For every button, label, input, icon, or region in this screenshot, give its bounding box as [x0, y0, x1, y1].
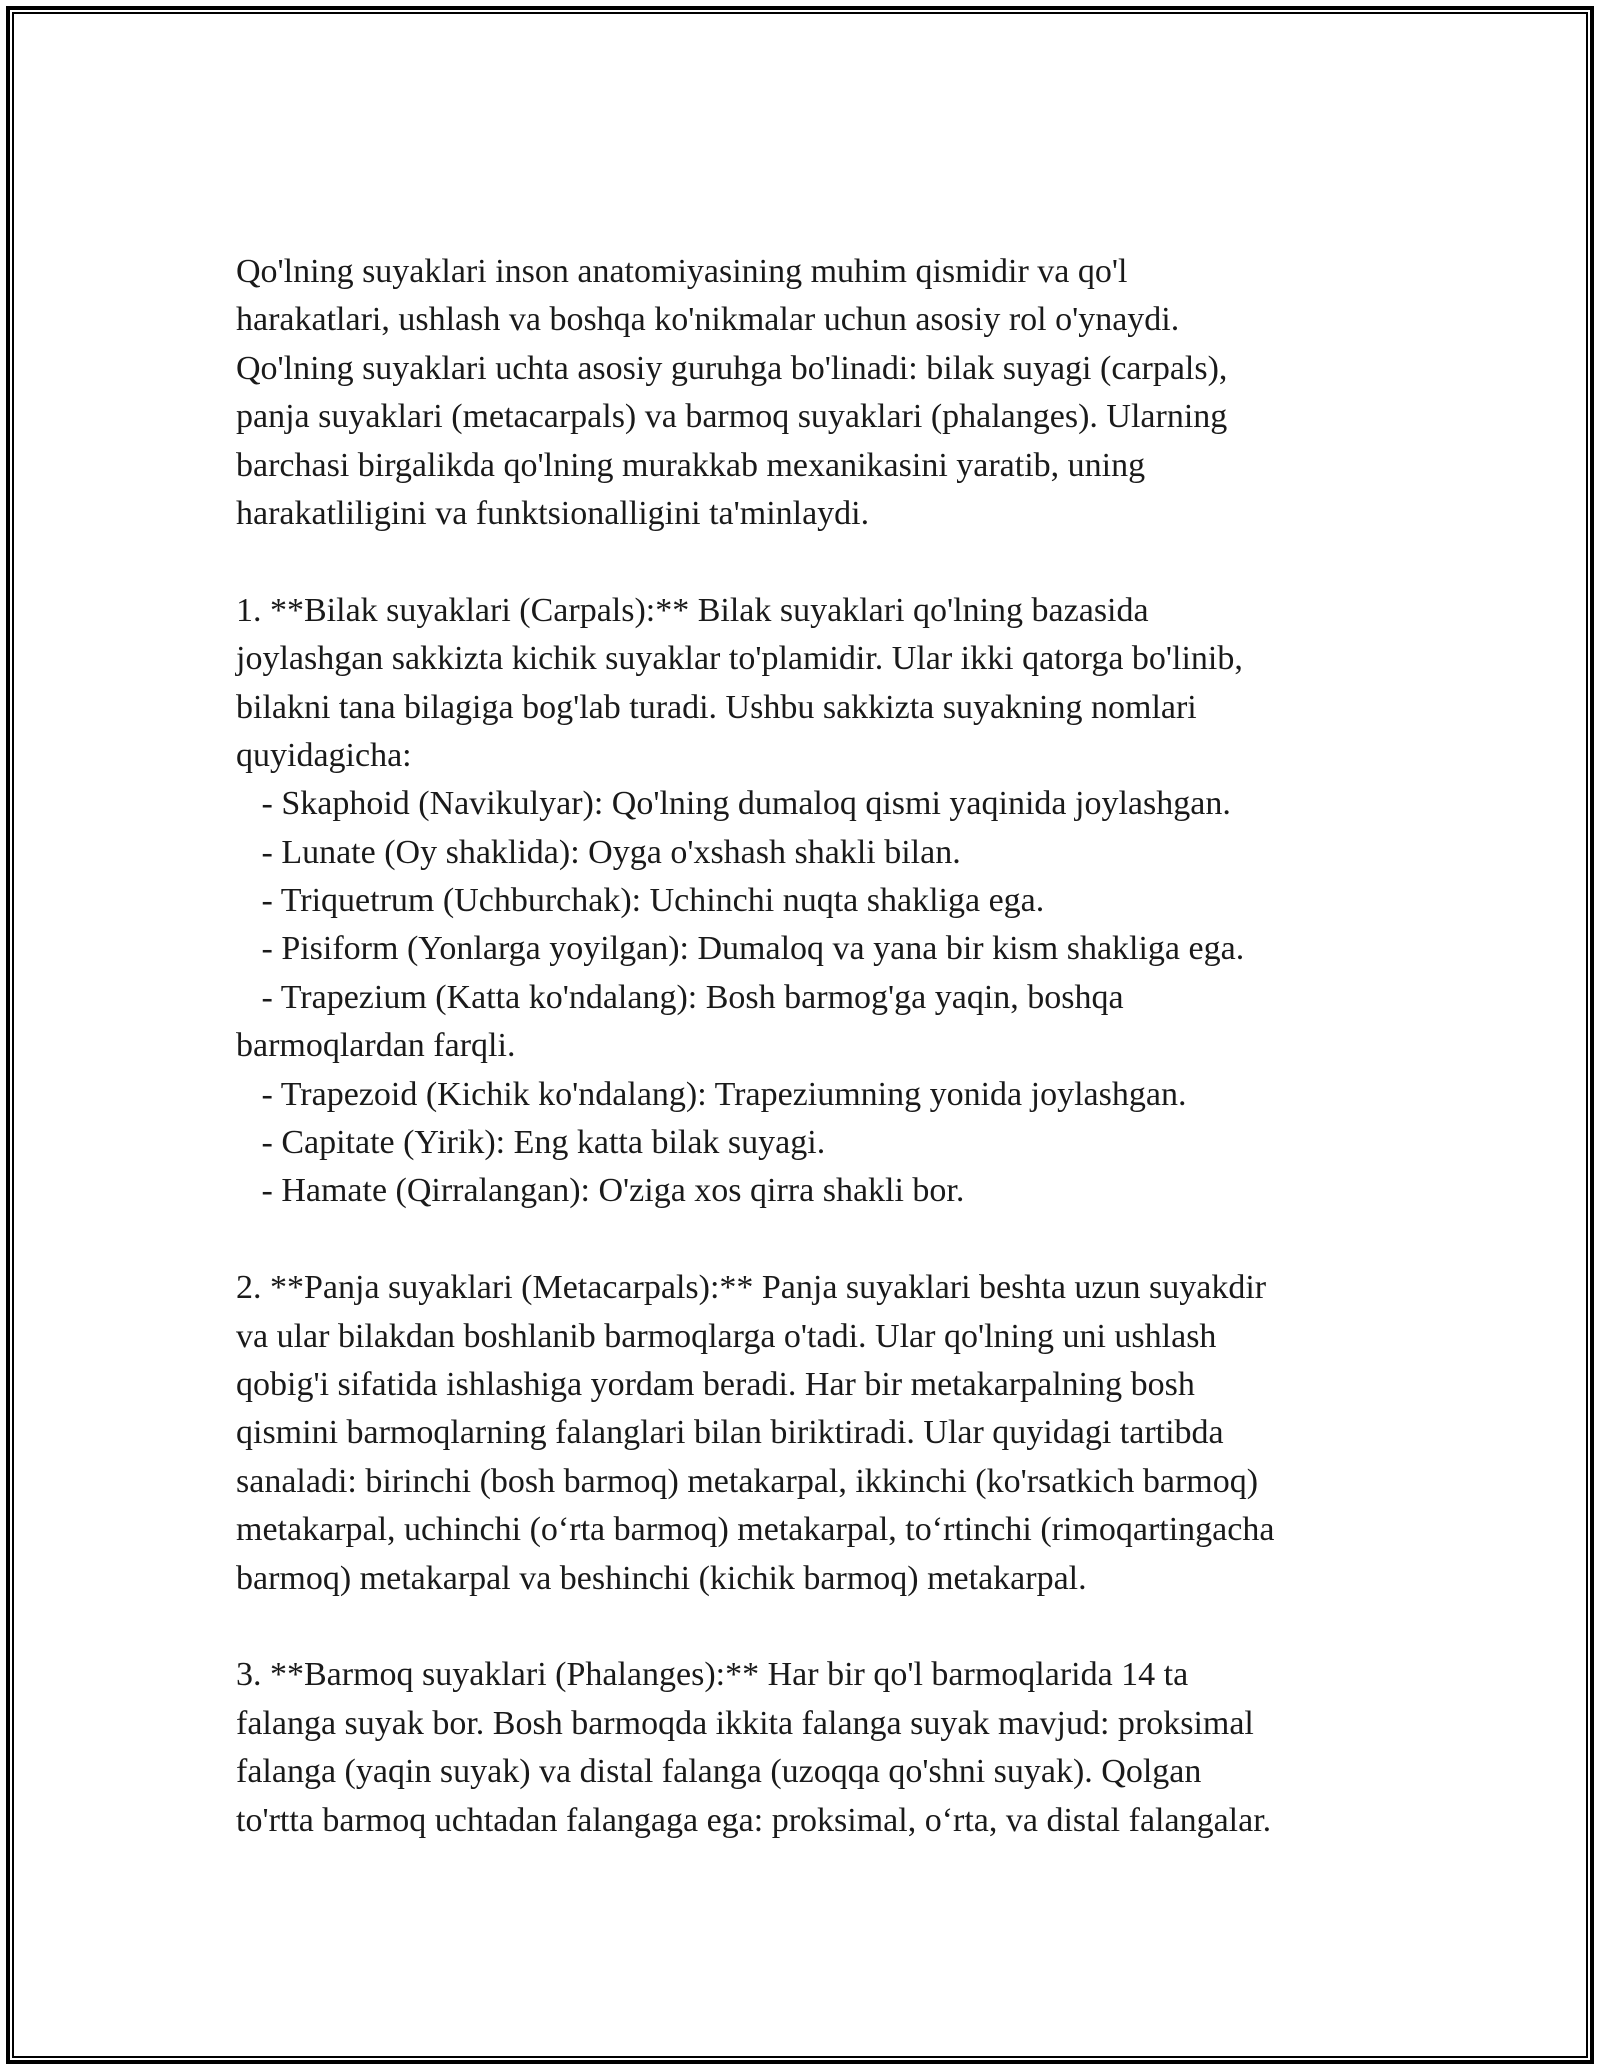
- section-phalanges: [236, 1651, 1396, 1845]
- section-heading-line: 1. **Bilak suyaklari (Carpals):** Bilak suyaklari qo'lning bazasida: [236, 591, 1149, 629]
- text-line: to'rtta barmoq uchtadan falangaga ega: proksimal, o‘rta, va distal falangalar.: [236, 1801, 1272, 1839]
- text-line: panja suyaklari (metacarpals) va barmoq suyaklari (phalanges). Ularning: [236, 398, 1228, 436]
- list-item-continuation: barmoqlardan farqli.: [236, 1027, 516, 1065]
- text-line: metakarpal, uchinchi (o‘rta barmoq) metakarpal, to‘rtinchi (rimoqartingacha: [236, 1511, 1275, 1549]
- text-line: harakatliligini va funktsionalligini ta'minlaydi.: [236, 494, 870, 532]
- text-line: barchasi birgalikda qo'lning murakkab mexanikasini yaratib, uning: [236, 446, 1146, 484]
- text-line: quyidagicha:: [236, 736, 412, 774]
- list-item: - Skaphoid (Navikulyar): Qo'lning dumaloq qismi yaqinida joylashgan.: [236, 785, 1231, 823]
- list-item: - Pisiform (Yonlarga yoyilgan): Dumaloq va yana bir kism shakliga ega.: [236, 930, 1245, 968]
- text-line: barmoq) metakarpal va beshinchi (kichik barmoq) metakarpal.: [236, 1559, 1087, 1597]
- text-line: harakatlari, ushlash va boshqa ko'nikmalar uchun asosiy rol o'ynaydi.: [236, 301, 1180, 339]
- section-heading-line: 3. **Barmoq suyaklari (Phalanges):** Har bir qo'l barmoqlarida 14 ta: [236, 1656, 1189, 1694]
- list-item: - Hamate (Qirralangan): O'ziga xos qirra shakli bor.: [236, 1172, 965, 1210]
- text-line: qobig'i sifatida ishlashiga yordam beradi. Har bir metakarpalning bosh: [236, 1365, 1195, 1403]
- text-line: bilakni tana bilagiga bog'lab turadi. Ushbu sakkizta suyakning nomlari: [236, 688, 1197, 726]
- list-item: - Triquetrum (Uchburchak): Uchinchi nuqta shakliga ega.: [236, 882, 1045, 920]
- list-item: - Capitate (Yirik): Eng katta bilak suyagi.: [236, 1124, 826, 1162]
- paragraph-spacer: [236, 1603, 1396, 1651]
- text-line: qismini barmoqlarning falanglari bilan biriktiradi. Ular quyidagi tartibda: [236, 1414, 1224, 1452]
- text-line: joylashgan sakkizta kichik suyaklar to'plamidir. Ular ikki qatorga bo'linib,: [236, 640, 1243, 678]
- paragraph-spacer: [236, 538, 1396, 586]
- text-line: falanga suyak bor. Bosh barmoqda ikkita falanga suyak mavjud: proksimal: [236, 1704, 1254, 1742]
- list-item: - Lunate (Oy shaklida): Oyga o'xshash shakli bilan.: [236, 833, 961, 871]
- section-metacarpals: [236, 1264, 1396, 1603]
- list-item: - Trapezium (Katta ko'ndalang): Bosh barmog'ga yaqin, boshqa: [236, 978, 1124, 1016]
- text-line: va ular bilakdan boshlanib barmoqlarga o'tadi. Ular qo'lning uni ushlash: [236, 1317, 1217, 1355]
- text-line: falanga (yaqin suyak) va distal falanga (uzoqqa qo'shni suyak). Qolgan: [236, 1753, 1202, 1791]
- section-heading-line: 2. **Panja suyaklari (Metacarpals):** Panja suyaklari beshta uzun suyakdir: [236, 1269, 1267, 1307]
- text-line: Qo'lning suyaklari uchta asosiy guruhga bo'linadi: bilak suyagi (carpals),: [236, 349, 1228, 387]
- document-body: [236, 248, 1396, 1845]
- paragraph-spacer: [236, 1216, 1396, 1264]
- text-line: sanaladi: birinchi (bosh barmoq) metakarpal, ikkinchi (ko'rsatkich barmoq): [236, 1462, 1259, 1500]
- text-line: Qo'lning suyaklari inson anatomiyasining muhim qismidir va qo'l: [236, 253, 1128, 290]
- list-item: - Trapezoid (Kichik ko'ndalang): Trapeziumning yonida joylashgan.: [236, 1075, 1187, 1113]
- intro-paragraph: [236, 248, 1396, 538]
- section-carpals: [236, 587, 1396, 1216]
